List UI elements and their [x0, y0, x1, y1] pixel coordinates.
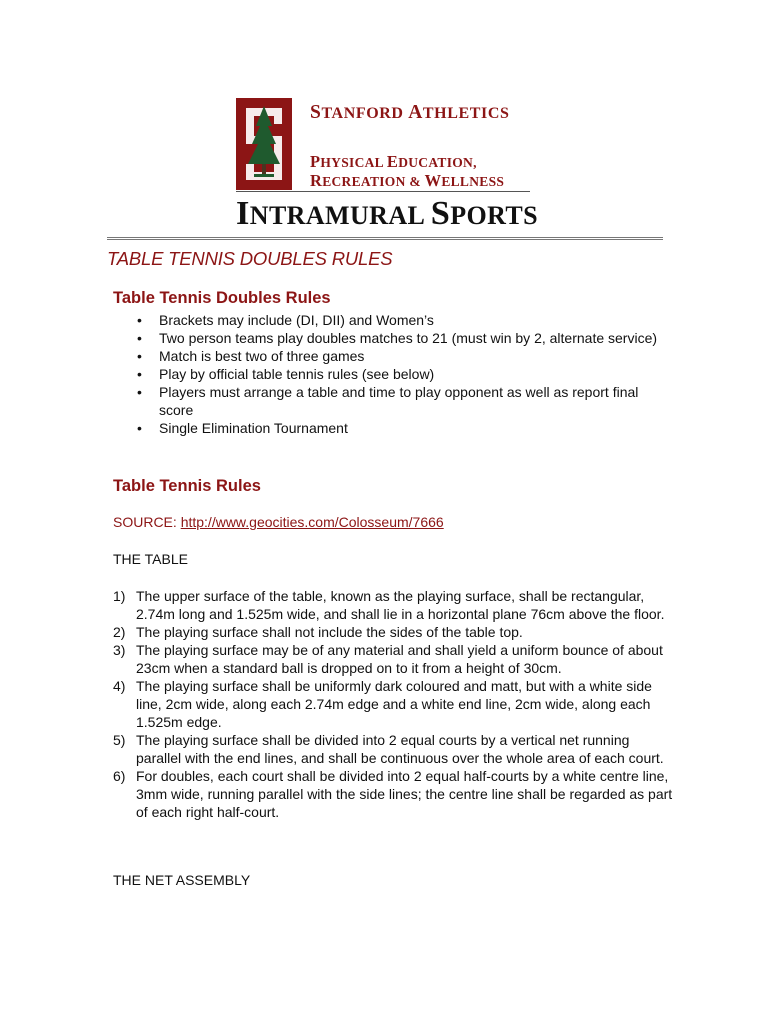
list-item-text: Brackets may include (DI, DII) and Women’s	[159, 312, 434, 328]
rule-text: The playing surface shall be uniformly dark coloured and matt, but with a white side line, 2cm wide, along each 2.74m edge and a white end line, 2cm wide, along each 1.525m edge.	[136, 678, 652, 730]
rule-number: 5)	[113, 732, 126, 748]
source-line	[113, 514, 444, 530]
rule-number: 2)	[113, 624, 126, 640]
rule-text: The playing surface shall not include the sides of the table top.	[136, 624, 523, 640]
list-item: • Players must arrange a table and time to play opponent as well as report final score	[137, 384, 639, 418]
list-item	[113, 587, 673, 623]
rule-number: 4)	[113, 678, 126, 694]
rule-number: 3)	[113, 642, 126, 658]
doubles-rules-list	[113, 311, 673, 437]
brand-recreation-wellness: RECREATION & WELLNESS	[310, 171, 505, 190]
list-item-text: Match is best two of three games	[159, 348, 365, 364]
source-label: SOURCE:	[113, 514, 181, 530]
section-heading-doubles-rules: Table Tennis Doubles Rules	[113, 289, 331, 307]
source-link[interactable]: http://www.geocities.com/Colosseum/7666	[180, 514, 444, 530]
page-divider	[107, 237, 663, 240]
list-item	[113, 641, 673, 677]
rule-number: 6)	[113, 768, 126, 784]
list-item: • Play by official table tennis rules (see below)	[137, 366, 435, 382]
rule-text: The playing surface shall be divided into 2 equal courts by a vertical net running parallel with the end lines, and shall be continuous over the whole area of each court.	[136, 732, 664, 766]
list-item: • Match is best two of three games	[137, 348, 365, 364]
rule-number: 1)	[113, 588, 126, 604]
list-item-text: Two person teams play doubles matches to 21 (must win by 2, alternate service)	[159, 330, 658, 346]
list-item-text: Play by official table tennis rules (see below)	[159, 366, 435, 382]
stanford-intramural-logo	[236, 98, 536, 230]
list-item: • Brackets may include (DI, DII) and Women’s	[137, 312, 434, 328]
section-heading-table-tennis-rules: Table Tennis Rules	[113, 477, 261, 495]
list-item-text: Players must arrange a table and time to play opponent as well as report final score	[159, 384, 639, 418]
stanford-s-tree-icon	[236, 98, 292, 190]
the-net-assembly-heading: THE NET ASSEMBLY	[113, 872, 251, 888]
list-item: • Single Elimination Tournament	[137, 420, 348, 436]
logo-divider	[236, 191, 530, 192]
rule-text: The playing surface may be of any material and shall yield a uniform bounce of about 23cm when a standard ball is dropped on to it from a height of 30cm.	[136, 642, 663, 676]
table-rules-list	[113, 587, 673, 821]
the-table-heading: THE TABLE	[113, 551, 188, 567]
brand-physical-education: PHYSICAL EDUCATION,	[310, 152, 477, 171]
list-item	[113, 731, 673, 767]
list-item	[113, 677, 673, 731]
list-item	[113, 623, 673, 641]
list-item	[113, 767, 673, 821]
list-item-text: Single Elimination Tournament	[159, 420, 348, 436]
document-title: TABLE TENNIS DOUBLES RULES	[107, 248, 393, 269]
rule-text: For doubles, each court shall be divided into 2 equal half-courts by a white centre line, 3mm wide, running parallel with the side lines; the centre line shall be regarded as part of each right half-court.	[136, 768, 673, 820]
brand-stanford-athletics: STANFORD ATHLETICS	[310, 102, 510, 123]
rule-text: The upper surface of the table, known as the playing surface, shall be rectangular, 2.74m long and 1.525m wide, and shall lie in a horizontal plane 76cm above the floor.	[136, 588, 665, 622]
list-item: • Two person teams play doubles matches to 21 (must win by 2, alternate service)	[137, 330, 658, 346]
brand-intramural-sports: INTRAMURAL SPORTS	[236, 194, 538, 232]
